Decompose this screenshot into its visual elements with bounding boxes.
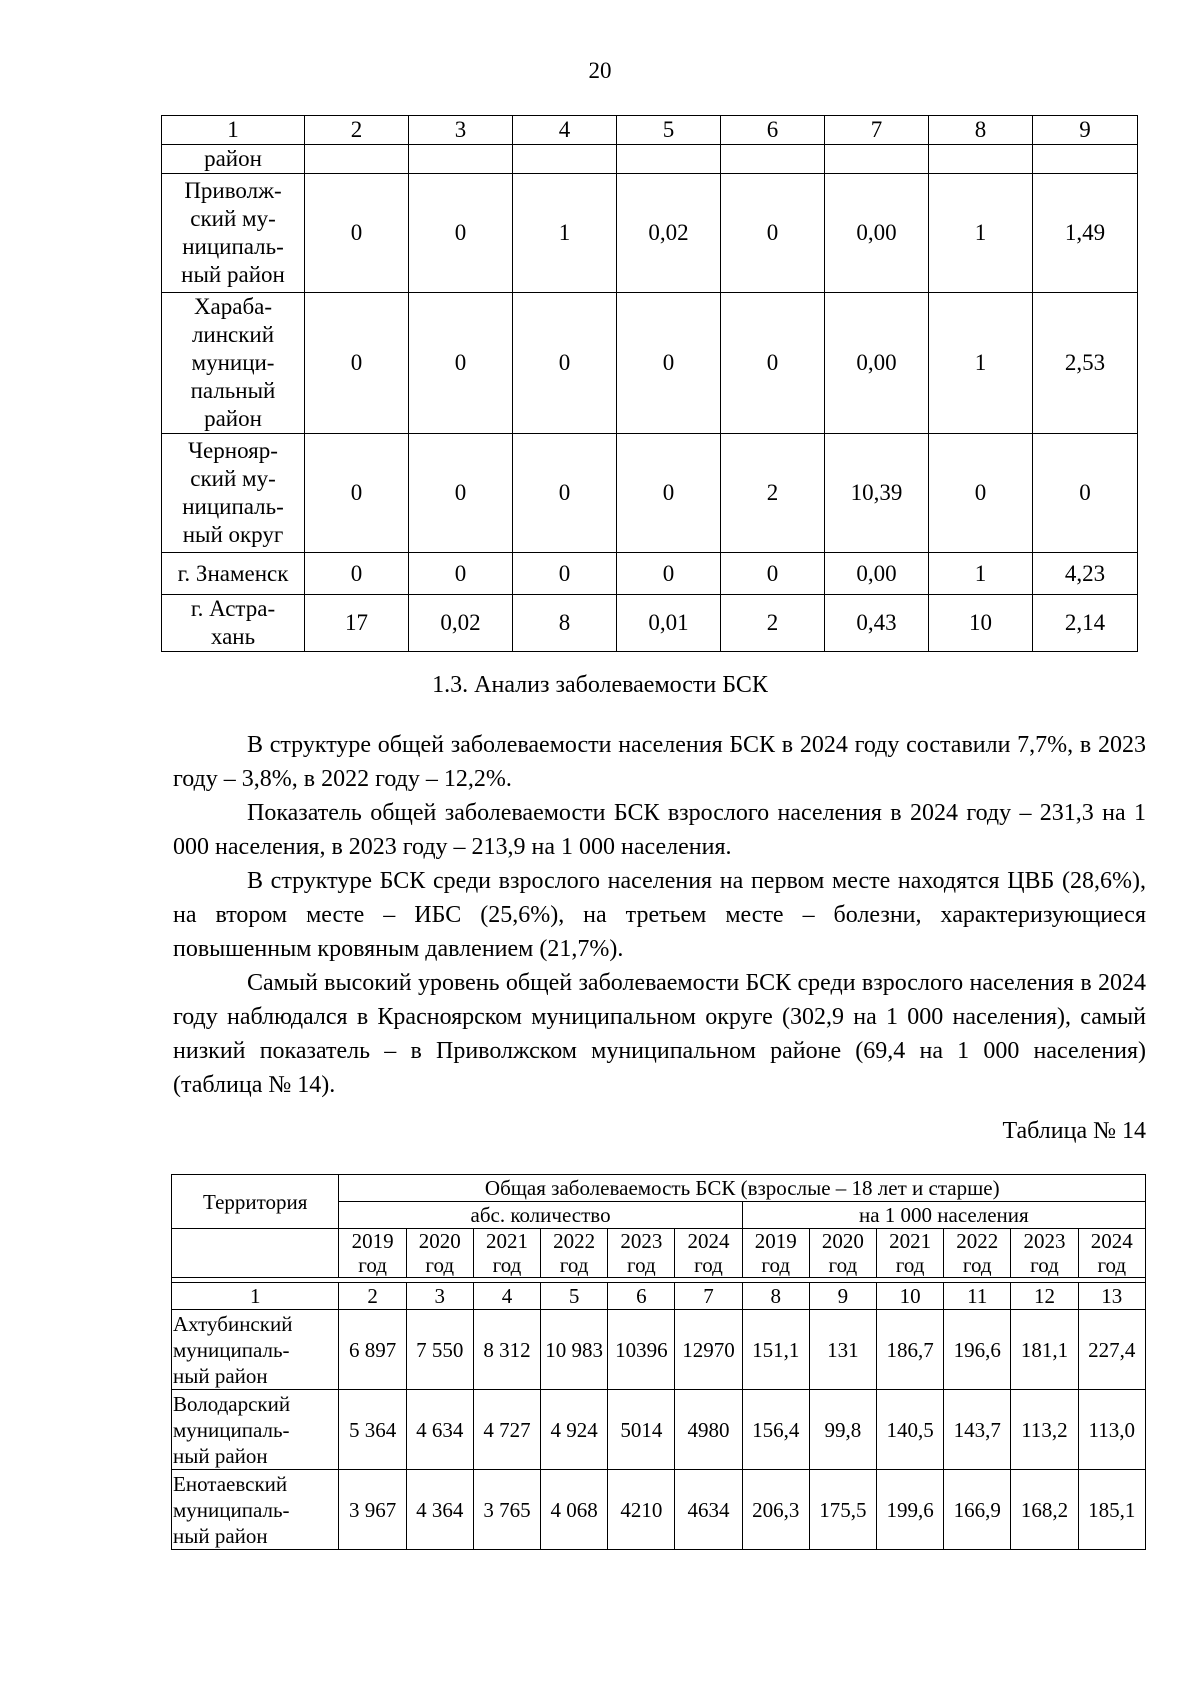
- column-number: 1: [162, 116, 305, 145]
- paragraph: Самый высокий уровень общей заболеваемости БСК среди взрослого населения в 2024 году наблюдался в Красноярском муниципальном округе (302,9 на 1 000 населения), самый низкий показатель – в Приволжском муниципальном районе (69,4 на 1 000 населения) (таблица № 14).: [173, 970, 1146, 1098]
- column-number: 3: [406, 1283, 473, 1310]
- table-cell: 0: [305, 174, 409, 293]
- column-number: 4: [473, 1283, 540, 1310]
- year-label: 2023 год: [620, 1229, 663, 1277]
- table-cell: 168,2: [1011, 1470, 1078, 1550]
- table-cell: 10: [929, 595, 1033, 652]
- column-number: 5: [617, 116, 721, 145]
- column-number: 11: [944, 1283, 1011, 1310]
- cell-text-line: муниципаль-: [173, 1497, 290, 1522]
- table-cell: [617, 145, 721, 174]
- column-number: 4: [513, 116, 617, 145]
- column-number: 7: [825, 116, 929, 145]
- territory-name: [172, 1310, 339, 1390]
- table-cell: 181,1: [1011, 1310, 1078, 1390]
- table-cell: 0: [513, 293, 617, 434]
- table-cell: 8: [513, 595, 617, 652]
- column-number: 6: [721, 116, 825, 145]
- cell-text-line: Енотаевский: [173, 1471, 288, 1496]
- table-row: [162, 174, 1138, 293]
- table-cell: 4,23: [1033, 553, 1138, 595]
- page-number: 20: [588, 58, 612, 83]
- territory-header: Территория: [172, 1175, 339, 1229]
- territory-name: [172, 1390, 339, 1470]
- table-cell: 5 364: [339, 1390, 406, 1470]
- year-label: 2021 год: [485, 1229, 528, 1277]
- column-number: 10: [876, 1283, 943, 1310]
- column-number: 6: [608, 1283, 675, 1310]
- table-cell: 7 550: [406, 1310, 473, 1390]
- cell-text-line: ский му-: [190, 206, 276, 231]
- cell-text-line: ниципаль-: [182, 494, 284, 519]
- table-cell: 113,2: [1011, 1390, 1078, 1470]
- table-cell: 0: [305, 293, 409, 434]
- table-cell: 99,8: [809, 1390, 876, 1470]
- cell-text-line: хань: [210, 624, 256, 649]
- cell-text-line: ный район: [181, 262, 285, 287]
- column-number: 9: [809, 1283, 876, 1310]
- year-label: 2020 год: [418, 1229, 461, 1277]
- column-number: 9: [1033, 116, 1138, 145]
- table-cell: 1: [513, 174, 617, 293]
- table-row: [162, 595, 1138, 652]
- cell-text-line: пальный: [190, 378, 276, 403]
- table-cell: 0,00: [825, 174, 929, 293]
- column-number: 8: [929, 116, 1033, 145]
- table-cell: 0: [409, 434, 513, 553]
- cell-text-line: Чернояр-: [188, 438, 278, 463]
- group-header-abs: абс. количество: [339, 1202, 742, 1229]
- table-cell: 166,9: [944, 1470, 1011, 1550]
- territory-name: [162, 595, 305, 652]
- cell-text-line: ный район: [173, 1443, 268, 1468]
- table-cell: 151,1: [742, 1310, 809, 1390]
- table-cell: 8 312: [473, 1310, 540, 1390]
- column-number: 7: [675, 1283, 742, 1310]
- year-header: [675, 1229, 742, 1278]
- year-label: 2023 год: [1023, 1229, 1066, 1277]
- table-cell: 0: [721, 553, 825, 595]
- column-number: 1: [172, 1283, 339, 1310]
- table-cell: 3 967: [339, 1470, 406, 1550]
- year-header: [406, 1229, 473, 1278]
- table-cell: 1: [929, 553, 1033, 595]
- column-number: 12: [1011, 1283, 1078, 1310]
- table-cell: [409, 145, 513, 174]
- cell-text-line: ный район: [173, 1523, 268, 1548]
- paragraph: Показатель общей заболеваемости БСК взрослого населения в 2024 году – 231,3 на 1 000 населения, в 2023 году – 213,9 на 1 000 населения.: [173, 800, 1146, 860]
- table-cell: 4634: [675, 1470, 742, 1550]
- table-cell: 0: [305, 553, 409, 595]
- table-cell: 0: [617, 293, 721, 434]
- table-cell: 17: [305, 595, 409, 652]
- cell-text-line: Ахтубинский: [173, 1311, 293, 1336]
- empty-header-cell: [172, 1229, 339, 1278]
- table-cell: 156,4: [742, 1390, 809, 1470]
- cell-text-line: г. Знаменск: [177, 560, 289, 586]
- cell-text-line: г. Астра-: [190, 596, 276, 621]
- table-cell: 10396: [608, 1310, 675, 1390]
- table-cell: [305, 145, 409, 174]
- year-label: 2020 год: [821, 1229, 864, 1277]
- table-cell: [929, 145, 1033, 174]
- table-cell: 3 765: [473, 1470, 540, 1550]
- column-number: 2: [339, 1283, 406, 1310]
- cell-text-line: Хараба-: [193, 294, 273, 319]
- year-label: 2021 год: [889, 1229, 932, 1277]
- cell-text-line: линский: [191, 322, 275, 347]
- table-cell: 4980: [675, 1390, 742, 1470]
- cell-text-line: ниципаль-: [182, 234, 284, 259]
- territory-name: [162, 174, 305, 293]
- table-cell: 143,7: [944, 1390, 1011, 1470]
- table-cell: 0: [617, 434, 721, 553]
- year-header: [809, 1229, 876, 1278]
- table-cell: 4 727: [473, 1390, 540, 1470]
- table-cell: 1: [929, 293, 1033, 434]
- table-row: [172, 1390, 1146, 1470]
- table-cell: 0: [409, 553, 513, 595]
- table-cell: 12970: [675, 1310, 742, 1390]
- table-caption: Таблица № 14: [1002, 1118, 1146, 1144]
- table-row: [162, 434, 1138, 553]
- cell-text-line: Приволж-: [184, 178, 282, 203]
- column-number: 2: [305, 116, 409, 145]
- table-cell: [721, 145, 825, 174]
- column-number: 8: [742, 1283, 809, 1310]
- table-cell: 0: [929, 434, 1033, 553]
- table-cell: 2: [721, 434, 825, 553]
- table-cell: 196,6: [944, 1310, 1011, 1390]
- table-cell: 0: [721, 174, 825, 293]
- table-row: [162, 145, 1138, 174]
- table-cell: 0: [409, 293, 513, 434]
- section-heading: 1.3. Анализ заболеваемости БСК: [432, 672, 768, 698]
- territory-name: [162, 293, 305, 434]
- year-label: 2022 год: [553, 1229, 596, 1277]
- year-label: 2019 год: [754, 1229, 797, 1277]
- year-header: [608, 1229, 675, 1278]
- table-cell: 0,43: [825, 595, 929, 652]
- table-cell: 0,00: [825, 553, 929, 595]
- year-header: [541, 1229, 608, 1278]
- table-14: [171, 1174, 1146, 1550]
- table-cell: 2,14: [1033, 595, 1138, 652]
- territory-name: [162, 553, 305, 595]
- year-header: [876, 1229, 943, 1278]
- year-header: [339, 1229, 406, 1278]
- table-cell: 10,39: [825, 434, 929, 553]
- table-cell: 0: [721, 293, 825, 434]
- column-number: 5: [541, 1283, 608, 1310]
- table-cell: 10 983: [541, 1310, 608, 1390]
- year-label: 2022 год: [956, 1229, 999, 1277]
- table-cell: 4 068: [541, 1470, 608, 1550]
- year-label: 2024 год: [1090, 1229, 1133, 1277]
- table-cell: 4 924: [541, 1390, 608, 1470]
- table-cell: 131: [809, 1310, 876, 1390]
- table-cell: 0: [617, 553, 721, 595]
- table-continuation: [161, 115, 1138, 652]
- paragraph: В структуре общей заболеваемости населения БСК в 2024 году составили 7,7%, в 2023 году – 3,8%, в 2022 году – 12,2%.: [173, 732, 1146, 792]
- table-cell: 186,7: [876, 1310, 943, 1390]
- table-cell: 1,49: [1033, 174, 1138, 293]
- year-header: [473, 1229, 540, 1278]
- table-cell: 2,53: [1033, 293, 1138, 434]
- table-cell: 175,5: [809, 1470, 876, 1550]
- table-cell: 4 364: [406, 1470, 473, 1550]
- table-row: [162, 553, 1138, 595]
- cell-text-line: Володарский: [173, 1391, 291, 1416]
- table-cell: 4 634: [406, 1390, 473, 1470]
- section-body: [173, 728, 1146, 1102]
- table-cell: 0,00: [825, 293, 929, 434]
- cell-text-line: ный округ: [182, 522, 284, 547]
- year-header: [944, 1229, 1011, 1278]
- table-cell: 0: [409, 174, 513, 293]
- table-cell: 113,0: [1078, 1390, 1145, 1470]
- table-cell: [513, 145, 617, 174]
- territory-name: [162, 434, 305, 553]
- group-header-rate: на 1 000 населения: [742, 1202, 1145, 1229]
- table-cell: 2: [721, 595, 825, 652]
- table-cell: 0: [1033, 434, 1138, 553]
- table-cell: 4210: [608, 1470, 675, 1550]
- year-label: 2019 год: [351, 1229, 394, 1277]
- year-label: 2024 год: [687, 1229, 730, 1277]
- column-number: 3: [409, 116, 513, 145]
- cell-text-line: ский му-: [190, 466, 276, 491]
- table-row: [172, 1310, 1146, 1390]
- table-cell: 185,1: [1078, 1470, 1145, 1550]
- cell-text-line: район: [204, 406, 262, 431]
- column-number-row: [162, 116, 1138, 145]
- table-cell: 0: [513, 553, 617, 595]
- table-cell: 0: [305, 434, 409, 553]
- table-cell: 6 897: [339, 1310, 406, 1390]
- year-header: [1011, 1229, 1078, 1278]
- table-cell: [825, 145, 929, 174]
- table-cell: 140,5: [876, 1390, 943, 1470]
- table-row: [172, 1470, 1146, 1550]
- cell-text-line: ный район: [173, 1363, 268, 1388]
- table-row: [162, 293, 1138, 434]
- cell-text-line: муниципаль-: [173, 1417, 290, 1442]
- column-number: 13: [1078, 1283, 1145, 1310]
- cell-text-line: муници-: [191, 350, 275, 375]
- main-header: Общая заболеваемость БСК (взрослые – 18 лет и старше): [339, 1175, 1146, 1202]
- table-cell: 5014: [608, 1390, 675, 1470]
- table-cell: 0,02: [409, 595, 513, 652]
- table-cell: 0,02: [617, 174, 721, 293]
- territory-name: район: [162, 145, 305, 174]
- year-header: [742, 1229, 809, 1278]
- territory-name: [172, 1470, 339, 1550]
- paragraph: В структуре БСК среди взрослого населения на первом месте находятся ЦВБ (28,6%), на втором месте – ИБС (25,6%), на третьем месте – болезни, характеризующиеся повышенным кровяным давлением (21,7%).: [173, 868, 1146, 962]
- table-cell: 1: [929, 174, 1033, 293]
- table-cell: 227,4: [1078, 1310, 1145, 1390]
- table-cell: 206,3: [742, 1470, 809, 1550]
- table-cell: 0,01: [617, 595, 721, 652]
- table-cell: [1033, 145, 1138, 174]
- cell-text-line: муниципаль-: [173, 1337, 290, 1362]
- table-cell: 199,6: [876, 1470, 943, 1550]
- year-header: [1078, 1229, 1145, 1278]
- table-cell: 0: [513, 434, 617, 553]
